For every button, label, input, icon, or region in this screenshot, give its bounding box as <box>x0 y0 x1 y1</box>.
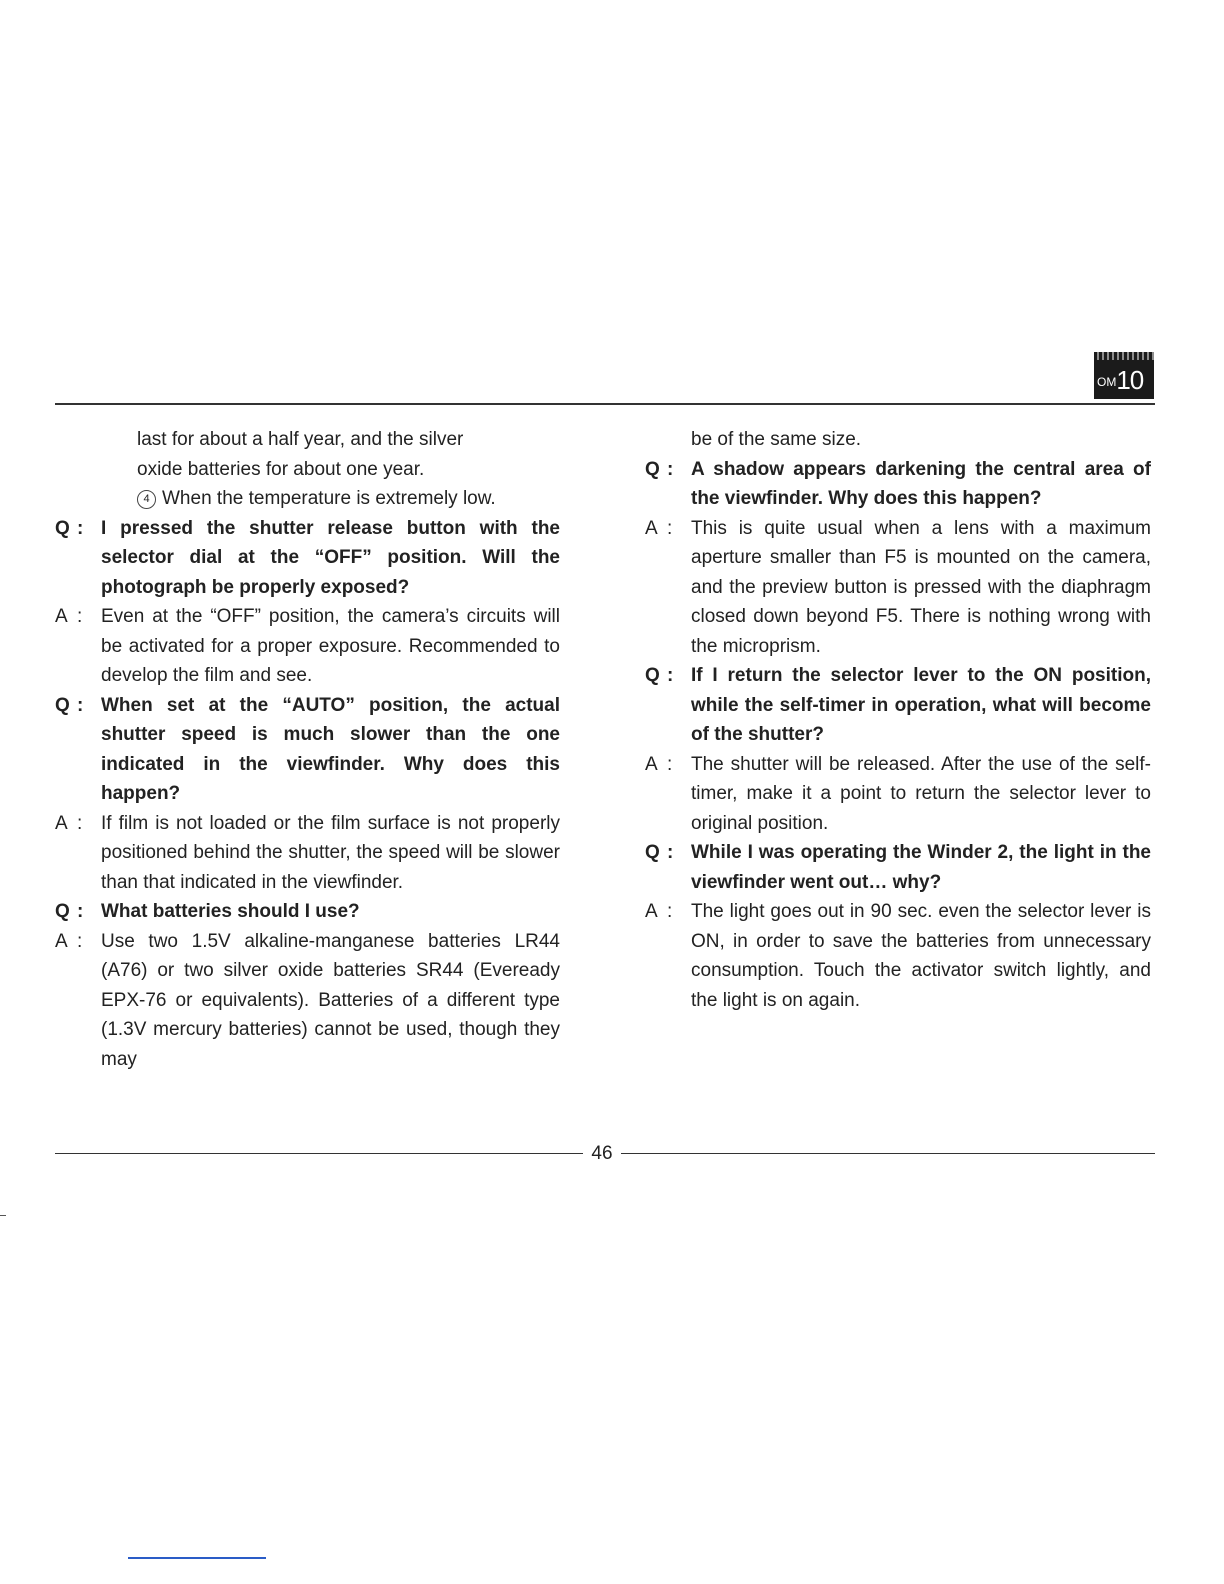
entry-label: A <box>55 606 68 627</box>
question-text: A shadow appears darkening the central area of the viewfinder. Why does this happen? <box>691 458 1151 509</box>
question-entry <box>55 897 560 927</box>
entry-separator: : <box>77 517 84 539</box>
entry-label: A <box>645 901 658 922</box>
list-item-4-text: When the temperature is extremely low. <box>162 488 496 509</box>
entry-separator: : <box>77 930 83 952</box>
list-item-4 <box>55 484 560 514</box>
entry-label: Q <box>55 901 70 922</box>
left-column <box>55 425 560 1074</box>
continued-line-2: oxide batteries for about one year. <box>137 458 425 480</box>
entry-label: Q <box>645 458 660 480</box>
answer-text: If film is not loaded or the film surface is not properly positioned behind the shutter, the speed will be slower than that indicated in the viewfinder. <box>101 812 560 893</box>
question-entry <box>55 691 560 809</box>
answer-entry <box>645 750 1151 839</box>
question-entry <box>55 514 560 603</box>
entry-separator: : <box>77 694 84 716</box>
entry-label: Q <box>645 842 660 863</box>
entry-label: A <box>645 753 658 775</box>
logo-text <box>1097 366 1143 396</box>
answer-entry <box>55 809 560 898</box>
entry-separator: : <box>667 517 673 539</box>
answer-entry <box>55 927 560 1075</box>
entry-label: Q <box>55 517 70 539</box>
page-number: 46 <box>591 1143 613 1164</box>
entry-label: Q <box>645 665 660 686</box>
question-text: What batteries should I use? <box>101 901 360 922</box>
entry-separator: : <box>667 665 674 686</box>
question-entry <box>645 455 1151 514</box>
answer-entry <box>55 602 560 691</box>
page-footer <box>55 1139 1155 1169</box>
continued-line-1: last for about a half year, and the silver <box>137 429 464 450</box>
continued-line: be of the same size. <box>691 429 862 450</box>
question-entry <box>645 838 1151 897</box>
entry-label: A <box>645 517 658 539</box>
entry-separator: : <box>77 606 83 627</box>
entry-label: A <box>55 930 68 952</box>
question-text: I pressed the shutter release button with the selector dial at the “OFF” position. Will the photograph be properly exposed? <box>101 517 560 598</box>
entry-separator: : <box>667 458 674 480</box>
answer-text: The shutter will be released. After the use of the self-timer, make it a point to return the selector lever to original position. <box>691 753 1151 834</box>
answer-text: Use two 1.5V alkaline-manganese batteries LR44 (A76) or two silver oxide batteries SR44 (Eveready EPX-76 or equivalents). Batteries of a different type (1.3V mercury batteries) cannot be used, though they may <box>101 930 560 1070</box>
answer-entry <box>645 514 1151 662</box>
scan-mark <box>128 1557 266 1559</box>
answer-text: This is quite usual when a lens with a maximum aperture smaller than F5 is mounted on the camera, and the preview button is pressed with the diaphragm closed down beyond F5. There is nothing wrong with the microprism. <box>691 517 1151 657</box>
footer-rule-left <box>55 1153 583 1154</box>
footer-rule-right <box>621 1153 1155 1154</box>
answer-text: Even at the “OFF” position, the camera’s circuits will be activated for a proper exposure. Recommended to develop the film and see. <box>101 606 560 686</box>
entry-separator: : <box>667 842 674 863</box>
entry-label: A <box>55 812 68 834</box>
question-entry <box>645 661 1151 750</box>
entry-separator: : <box>77 901 84 922</box>
logo-top-band <box>1094 352 1154 360</box>
answer-text: The light goes out in 90 sec. even the selector lever is ON, in order to save the batteries from unnecessary consumption. Touch the activator switch lightly, and the light is on again. <box>691 901 1151 1011</box>
question-text: If I return the selector lever to the ON position, while the self-timer in operation, what will become of the shutter? <box>691 665 1151 745</box>
entry-separator: : <box>77 812 83 834</box>
circled-number-4: 4 <box>137 490 156 509</box>
header-rule <box>55 403 1155 405</box>
entry-separator: : <box>667 753 673 775</box>
entry-separator: : <box>667 901 673 922</box>
question-text: While I was operating the Winder 2, the light in the viewfinder went out… why? <box>691 842 1151 893</box>
brand-logo <box>1094 352 1154 399</box>
edge-mark <box>0 1215 6 1216</box>
question-text: When set at the “AUTO” position, the actual shutter speed is much slower than the one indicated in the viewfinder. Why does this happen? <box>101 694 560 804</box>
logo-prefix: OM <box>1097 375 1117 389</box>
right-column <box>645 425 1151 1015</box>
answer-entry <box>645 897 1151 1015</box>
entry-label: Q <box>55 694 70 716</box>
logo-number: 10 <box>1116 364 1144 395</box>
